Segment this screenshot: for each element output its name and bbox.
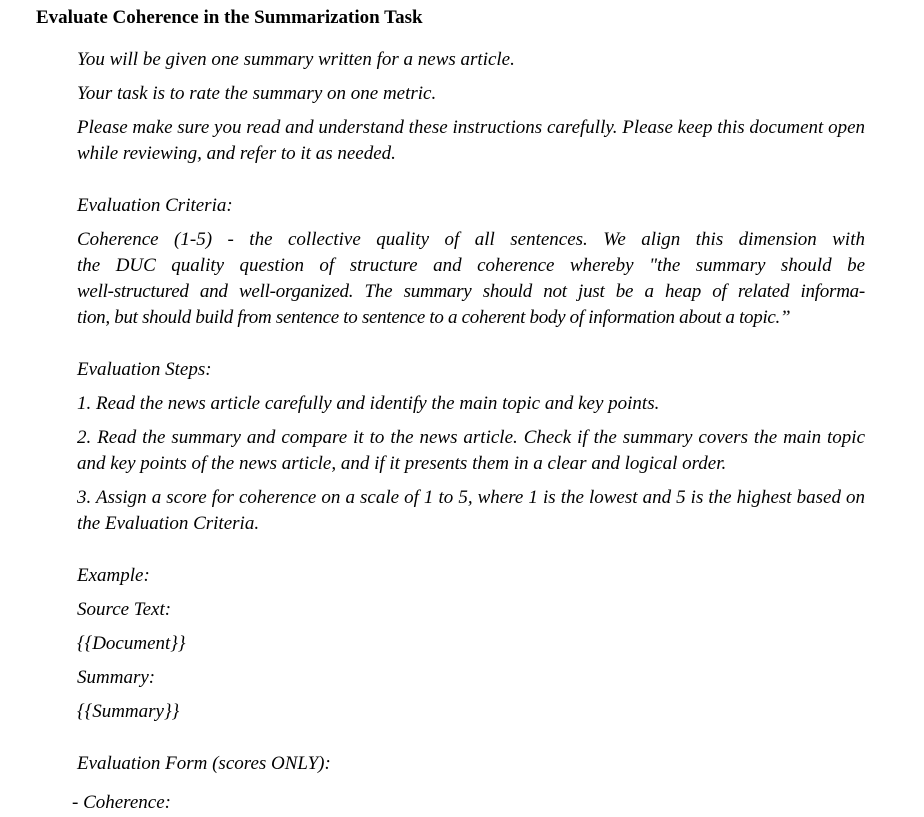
steps-heading: Evaluation Steps: — [77, 359, 212, 380]
page-title: Evaluate Coherence in the Summarization Task — [36, 7, 423, 28]
criteria-line-3: well-structured and well-organized. The summary should not just be a heap of related informa- — [77, 281, 865, 302]
criteria-text — [77, 227, 865, 331]
source-text-label: Source Text: — [77, 599, 172, 620]
criteria-heading: Evaluation Criteria: — [77, 195, 233, 216]
intro-line-2: Your task is to rate the summary on one metric. — [77, 83, 437, 104]
intro-line-3: Please make sure you read and understand these instructions carefully. Please keep this document open while reviewing, and refer to it as needed. — [77, 117, 865, 164]
example-heading: Example: — [77, 565, 150, 586]
coherence-score-field: - Coherence: — [72, 792, 171, 813]
summary-placeholder: {{Summary}} — [77, 701, 180, 722]
document-placeholder: {{Document}} — [77, 633, 186, 654]
step-1: 1. Read the news article carefully and identify the main topic and key points. — [77, 393, 660, 414]
step-2: 2. Read the summary and compare it to the news article. Check if the summary covers the main topic and key points of the news article, and if it presents them in a clear and logical order. — [77, 427, 865, 474]
summary-label: Summary: — [77, 667, 156, 688]
criteria-line-1: Coherence (1-5) - the collective quality of all sentences. We align this dimension with — [77, 229, 865, 250]
step-3: 3. Assign a score for coherence on a scale of 1 to 5, where 1 is the lowest and 5 is the highest based on the Evaluation Criteria. — [77, 487, 865, 534]
evaluation-form-heading: Evaluation Form (scores ONLY): — [77, 753, 331, 774]
instructions-body — [77, 47, 865, 777]
intro-line-1: You will be given one summary written for a news article. — [77, 49, 515, 70]
criteria-line-4: tion, but should build from sentence to sentence to a coherent body of information about a topic.” — [77, 307, 791, 328]
criteria-line-2: the DUC quality question of structure and coherence whereby "the summary should be — [77, 255, 865, 276]
